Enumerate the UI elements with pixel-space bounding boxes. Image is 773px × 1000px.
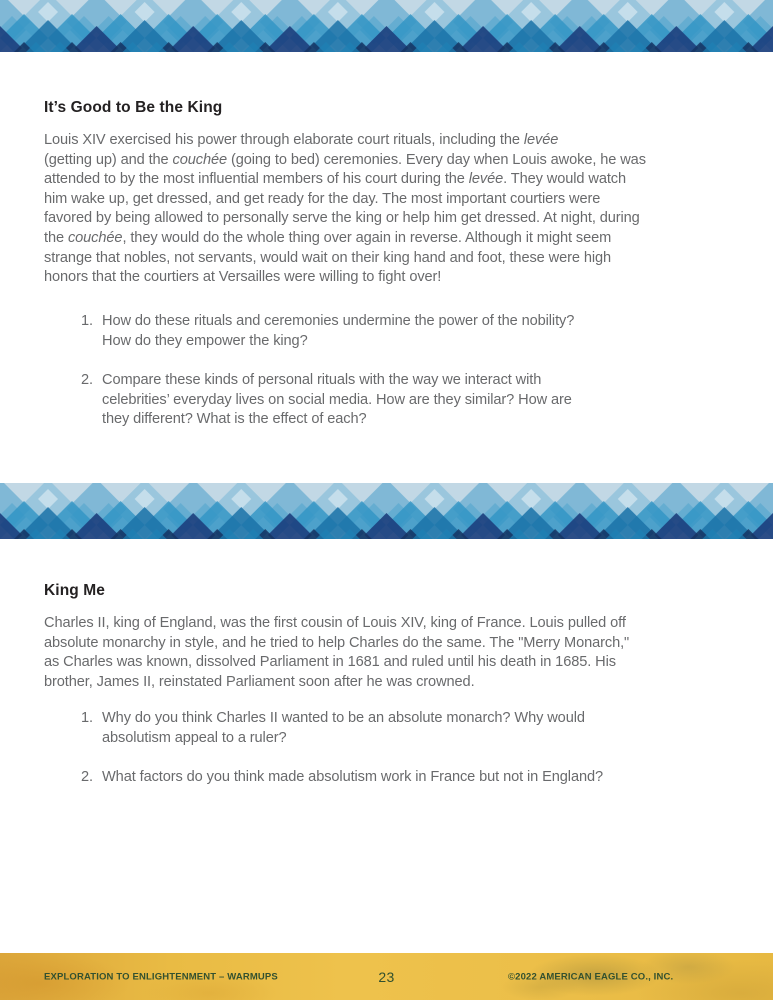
text-line: attended to by the most influential members of his court during the levée. They would watch — [44, 171, 627, 188]
section-paragraph — [44, 614, 744, 692]
text-line: Charles II, king of England, was the first cousin of Louis XIV, king of France. Louis pulled off — [44, 615, 626, 631]
question-number: 1. — [81, 710, 93, 726]
text-line: celebrities’ everyday lives on social media. How are they similar? How are — [102, 391, 572, 408]
question-text — [102, 709, 740, 748]
question-text — [102, 371, 740, 430]
question-item — [80, 768, 740, 788]
text-line: brother, James II, reinstated Parliament soon after he was crowned. — [44, 673, 475, 690]
text-line: as Charles was known, dissolved Parliament in 1681 and ruled until his death in 1685. His — [44, 654, 616, 671]
decorative-pattern-band-top — [0, 0, 773, 52]
text-line: absolutism appeal to a ruler? — [102, 729, 287, 746]
text-line: (getting up) and the couchée (going to bed) ceremonies. Every day when Louis awoke, he was — [44, 151, 646, 168]
geometric-diamond-pattern — [0, 0, 773, 52]
section-paragraph — [44, 131, 744, 288]
question-text — [102, 312, 740, 351]
question-number: 2. — [81, 769, 93, 786]
question-list — [80, 312, 740, 450]
page-number: 23 — [378, 968, 395, 985]
text-line: Compare these kinds of personal rituals with the way we interact with — [102, 372, 542, 389]
section-heading-king-me: King Me — [44, 582, 105, 599]
text-line: What factors do you think made absolutism work in France but not in England? — [102, 769, 604, 786]
text-line: How do these rituals and ceremonies undermine the power of the nobility? — [102, 313, 575, 329]
question-item — [80, 312, 740, 351]
question-item — [80, 371, 740, 430]
text-line: How do they empower the king? — [102, 332, 308, 349]
section-heading-its-good-to-be-the-king: It’s Good to Be the King — [44, 99, 223, 116]
question-number: 1. — [81, 313, 93, 329]
text-line: absolute monarchy in style, and he tried to help Charles do the same. The "Merry Monarch," — [44, 634, 630, 651]
question-item — [80, 709, 740, 748]
text-line: strange that nobles, not servants, would wait on their king hand and foot, these were high — [44, 249, 612, 266]
page-footer — [0, 953, 773, 1000]
text-line: favored by being allowed to personally serve the king or help him get dressed. At night, during — [44, 210, 640, 227]
decorative-pattern-band-middle — [0, 483, 773, 539]
text-line: Louis XIV exercised his power through elaborate court rituals, including the levée — [44, 132, 559, 148]
question-text — [102, 768, 740, 788]
footer-copyright: ©2022 AMERICAN EAGLE CO., INC. — [508, 971, 674, 982]
question-list — [80, 709, 740, 808]
geometric-diamond-pattern — [0, 483, 773, 539]
text-line: they different? What is the effect of each? — [102, 411, 367, 428]
text-line: honors that the courtiers at Versailles were willing to fight over! — [44, 269, 442, 286]
text-line: Why do you think Charles II wanted to be an absolute monarch? Why would — [102, 710, 585, 726]
text-line: him wake up, get dressed, and get ready for the day. The most important courtiers were — [44, 190, 601, 207]
question-number: 2. — [81, 372, 93, 389]
footer-series-title: EXPLORATION TO ENLIGHTENMENT – WARMUPS — [44, 971, 278, 982]
text-line: the couchée, they would do the whole thing over again in reverse. Although it might seem — [44, 229, 612, 246]
